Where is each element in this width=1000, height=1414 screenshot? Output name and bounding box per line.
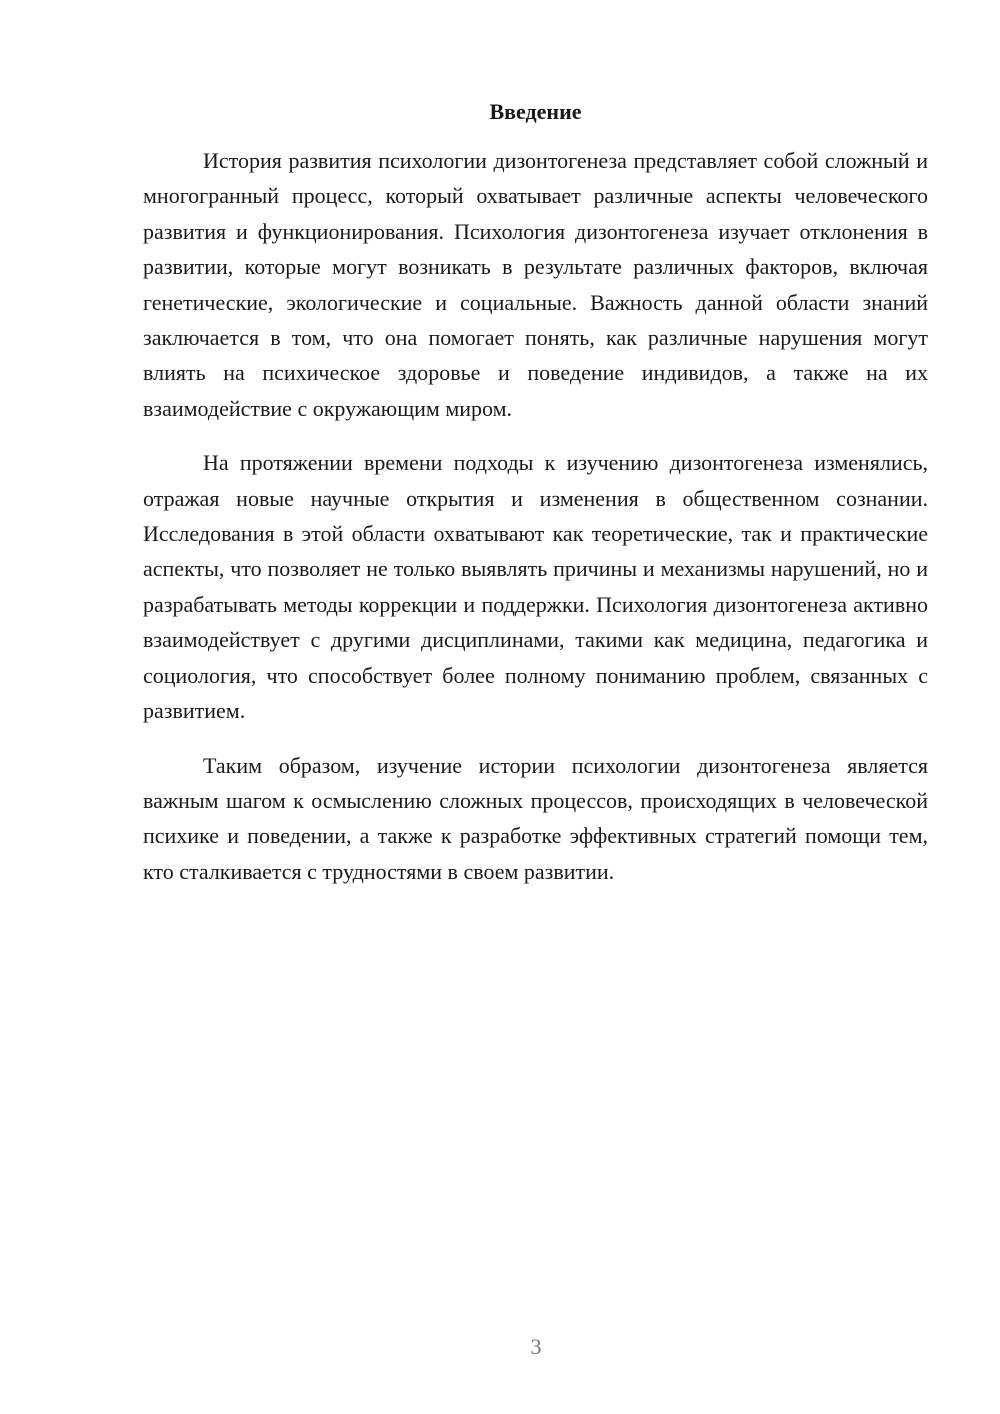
paragraph-3: Таким образом, изучение истории психологии дизонтогенеза является важным шагом к осмыслению сложных процессов, происходящих в человеческой психике и поведении, а также к разработке эффективных стратегий помощи тем, кто сталкивается с трудностями в своем развитии. [143,752,928,884]
section-heading: Введение [489,99,582,124]
page-number: 3 [530,1334,542,1359]
paragraph-2: На протяжении времени подходы к изучению дизонтогенеза изменялись, отражая новые научные открытия и изменения в общественном сознании. Исследования в этой области охватывают как теоретические, так и практические аспекты, что позволяет не только выявлять причины и механизмы нарушений, но и разрабатывать методы коррекции и поддержки. Психология дизонтогенеза активно взаимодействует с другими дисциплинами, такими как медицина, педагогика и социология, что способствует более полному пониманию проблем, связанных с развитием. [143,450,928,724]
paragraph-1: История развития психологии дизонтогенеза представляет собой сложный и многогранный процесс, который охватывает различные аспекты человеческого развития и функционирования. Психология дизонтогенеза изучает отклонения в развитии, которые могут возникать в результате различных факторов, включая генетические, экологические и социальные. Важность данной области знаний заключается в том, что она помогает понять, как различные нарушения могут влиять на психическое здоровье и поведение индивидов, а также на их взаимодействие с окружающим миром. [143,148,928,421]
page-content [143,94,928,908]
